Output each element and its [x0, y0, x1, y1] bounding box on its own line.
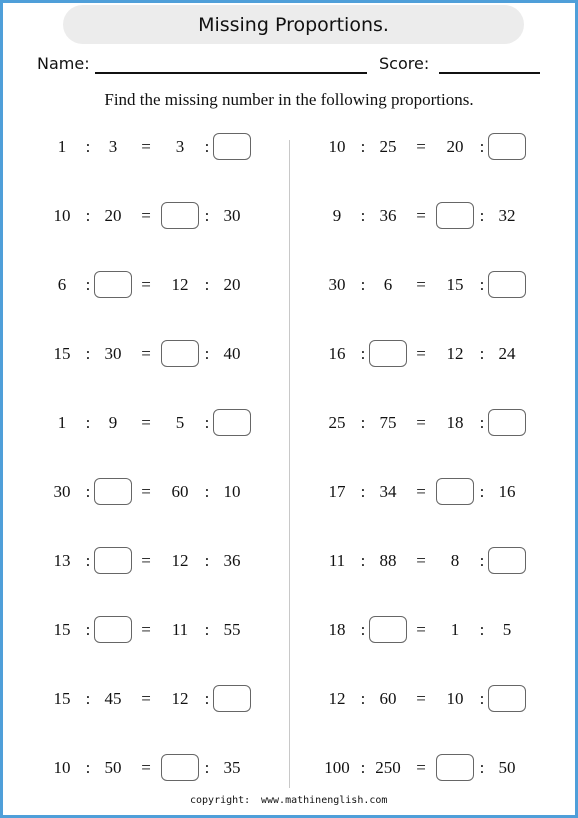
colon-2: :	[204, 620, 210, 639]
answer-box[interactable]	[369, 616, 407, 643]
colon-2: :	[204, 758, 210, 777]
colon-1: :	[85, 689, 91, 708]
term-a: 10	[53, 206, 71, 225]
colon-1: :	[85, 137, 91, 156]
colon-1: :	[85, 482, 91, 501]
term-c: 1	[450, 620, 460, 639]
equals: =	[416, 206, 426, 225]
name-label: Name:	[37, 54, 90, 73]
term-d: 24	[498, 344, 516, 363]
term-a: 18	[328, 620, 346, 639]
term-a: 1	[57, 137, 67, 156]
term-c: 12	[171, 689, 189, 708]
colon-1: :	[360, 689, 366, 708]
colon-1: :	[360, 620, 366, 639]
worksheet-title: Missing Proportions.	[63, 5, 524, 44]
answer-box[interactable]	[369, 340, 407, 367]
proportion-item	[321, 754, 541, 782]
equals: =	[141, 689, 151, 708]
term-b: 6	[383, 275, 393, 294]
colon-1: :	[360, 482, 366, 501]
equals: =	[141, 620, 151, 639]
equals: =	[141, 137, 151, 156]
copyright-label: copyright:	[190, 795, 251, 806]
equals: =	[416, 275, 426, 294]
term-b: 250	[375, 758, 401, 777]
instructions: Find the missing number in the following proportions.	[104, 90, 474, 109]
answer-box[interactable]	[436, 754, 474, 781]
proportion-item	[46, 685, 266, 713]
term-a: 10	[53, 758, 71, 777]
equals: =	[416, 344, 426, 363]
colon-2: :	[479, 758, 485, 777]
term-a: 12	[328, 689, 346, 708]
colon-2: :	[204, 344, 210, 363]
colon-2: :	[204, 482, 210, 501]
proportion-item	[46, 754, 266, 782]
colon-2: :	[479, 413, 485, 432]
colon-1: :	[360, 344, 366, 363]
proportion-item	[321, 616, 541, 644]
equals: =	[416, 551, 426, 570]
equals: =	[141, 275, 151, 294]
term-d: 35	[223, 758, 241, 777]
answer-box[interactable]	[488, 133, 526, 160]
term-c: 11	[171, 620, 189, 639]
term-d: 50	[498, 758, 516, 777]
term-a: 15	[53, 344, 71, 363]
colon-2: :	[479, 206, 485, 225]
proportion-item	[321, 271, 541, 299]
equals: =	[141, 206, 151, 225]
proportion-item	[46, 409, 266, 437]
colon-2: :	[204, 275, 210, 294]
proportion-item	[321, 685, 541, 713]
term-a: 9	[332, 206, 342, 225]
equals: =	[416, 413, 426, 432]
equals: =	[141, 413, 151, 432]
answer-box[interactable]	[213, 409, 251, 436]
colon-2: :	[204, 689, 210, 708]
colon-2: :	[204, 413, 210, 432]
score-label: Score:	[379, 54, 430, 73]
colon-2: :	[479, 137, 485, 156]
answer-box[interactable]	[488, 547, 526, 574]
term-b: 36	[379, 206, 397, 225]
proportion-item	[46, 616, 266, 644]
colon-1: :	[360, 551, 366, 570]
colon-1: :	[85, 620, 91, 639]
term-d: 5	[502, 620, 512, 639]
colon-1: :	[360, 137, 366, 156]
equals: =	[416, 758, 426, 777]
website-url: www.mathinenglish.com	[261, 795, 388, 806]
term-b: 45	[104, 689, 122, 708]
answer-box[interactable]	[94, 547, 132, 574]
term-b: 50	[104, 758, 122, 777]
colon-2: :	[479, 620, 485, 639]
equals: =	[141, 344, 151, 363]
term-a: 100	[324, 758, 350, 777]
term-b: 20	[104, 206, 122, 225]
term-c: 5	[175, 413, 185, 432]
term-a: 11	[328, 551, 346, 570]
equals: =	[141, 482, 151, 501]
term-c: 12	[171, 275, 189, 294]
term-c: 60	[171, 482, 189, 501]
term-b: 25	[379, 137, 397, 156]
answer-box[interactable]	[161, 754, 199, 781]
term-d: 32	[498, 206, 516, 225]
term-c: 20	[446, 137, 464, 156]
colon-2: :	[479, 551, 485, 570]
answer-box[interactable]	[488, 409, 526, 436]
proportion-item	[46, 133, 266, 161]
equals: =	[416, 620, 426, 639]
term-d: 36	[223, 551, 241, 570]
term-d: 40	[223, 344, 241, 363]
term-b: 60	[379, 689, 397, 708]
answer-box[interactable]	[94, 478, 132, 505]
proportion-item	[321, 547, 541, 575]
colon-2: :	[204, 551, 210, 570]
equals: =	[416, 689, 426, 708]
term-b: 75	[379, 413, 397, 432]
term-a: 15	[53, 689, 71, 708]
term-a: 30	[328, 275, 346, 294]
equals: =	[416, 482, 426, 501]
colon-1: :	[85, 758, 91, 777]
proportion-item	[321, 478, 541, 506]
term-b: 34	[379, 482, 397, 501]
colon-2: :	[479, 344, 485, 363]
proportion-item	[321, 340, 541, 368]
term-a: 10	[328, 137, 346, 156]
term-b: 30	[104, 344, 122, 363]
answer-box[interactable]	[436, 478, 474, 505]
term-c: 3	[175, 137, 185, 156]
colon-2: :	[479, 275, 485, 294]
colon-1: :	[360, 206, 366, 225]
answer-box[interactable]	[436, 202, 474, 229]
score-field[interactable]	[439, 72, 540, 74]
term-a: 6	[57, 275, 67, 294]
colon-2: :	[204, 137, 210, 156]
proportion-item	[46, 478, 266, 506]
name-score-row	[0, 54, 578, 78]
answer-box[interactable]	[161, 340, 199, 367]
term-a: 25	[328, 413, 346, 432]
answer-box[interactable]	[488, 685, 526, 712]
proportion-item	[46, 340, 266, 368]
term-b: 9	[108, 413, 118, 432]
colon-2: :	[479, 482, 485, 501]
answer-box[interactable]	[161, 202, 199, 229]
term-d: 10	[223, 482, 241, 501]
colon-1: :	[85, 413, 91, 432]
term-d: 20	[223, 275, 241, 294]
term-a: 13	[53, 551, 71, 570]
proportion-item	[46, 547, 266, 575]
term-c: 10	[446, 689, 464, 708]
colon-1: :	[85, 275, 91, 294]
answer-box[interactable]	[94, 616, 132, 643]
term-a: 17	[328, 482, 346, 501]
term-c: 12	[171, 551, 189, 570]
colon-1: :	[360, 275, 366, 294]
term-d: 30	[223, 206, 241, 225]
colon-1: :	[85, 551, 91, 570]
colon-1: :	[360, 413, 366, 432]
term-c: 12	[446, 344, 464, 363]
column-divider	[289, 140, 290, 788]
equals: =	[141, 551, 151, 570]
proportion-item	[321, 202, 541, 230]
term-b: 3	[108, 137, 118, 156]
answer-box[interactable]	[488, 271, 526, 298]
colon-2: :	[204, 206, 210, 225]
term-c: 18	[446, 413, 464, 432]
term-c: 15	[446, 275, 464, 294]
term-b: 88	[379, 551, 397, 570]
colon-1: :	[85, 344, 91, 363]
term-d: 16	[498, 482, 516, 501]
term-d: 55	[223, 620, 241, 639]
term-a: 30	[53, 482, 71, 501]
colon-1: :	[360, 758, 366, 777]
equals: =	[416, 137, 426, 156]
answer-box[interactable]	[213, 685, 251, 712]
answer-box[interactable]	[94, 271, 132, 298]
answer-box[interactable]	[213, 133, 251, 160]
term-a: 1	[57, 413, 67, 432]
term-a: 15	[53, 620, 71, 639]
equals: =	[141, 758, 151, 777]
proportion-item	[46, 202, 266, 230]
proportion-item	[321, 133, 541, 161]
term-c: 8	[450, 551, 460, 570]
name-field[interactable]	[95, 72, 367, 74]
colon-2: :	[479, 689, 485, 708]
proportion-item	[321, 409, 541, 437]
colon-1: :	[85, 206, 91, 225]
proportion-item	[46, 271, 266, 299]
term-a: 16	[328, 344, 346, 363]
